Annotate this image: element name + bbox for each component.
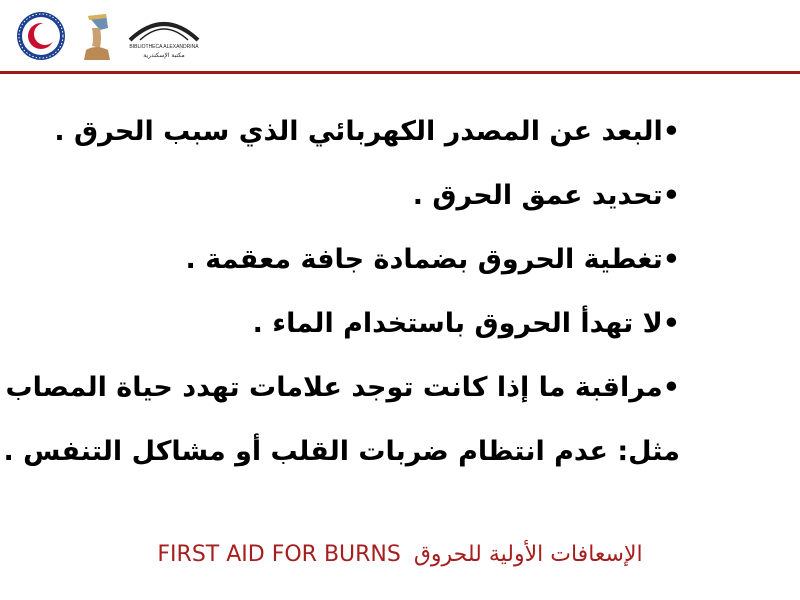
- footer-title-ar: الإسعافات الأولية للحروق: [413, 542, 643, 567]
- instruction-line: •مراقبة ما إذا كانت توجد علامات تهدد حياة المصاب: [5, 372, 680, 403]
- bibalex-logo-text-en: BIBLIOTHECA ALEXANDRINA: [129, 44, 199, 50]
- nefertiti-logo: [80, 10, 114, 62]
- logo-strip: [12, 10, 204, 62]
- instruction-line: •تغطية الحروق بضمادة جافة معقمة .: [185, 244, 680, 275]
- instruction-line: •لا تهدأ الحروق باستخدام الماء .: [252, 308, 680, 339]
- slide-header: [0, 0, 800, 72]
- instruction-line: مثل: عدم انتظام ضربات القلب أو مشاكل التنفس .: [3, 436, 680, 467]
- bibliotheca-alexandrina-logo: [124, 10, 204, 62]
- instruction-line: •البعد عن المصدر الكهربائي الذي سبب الحرق .: [54, 116, 680, 147]
- header-divider: [0, 71, 800, 74]
- footer-title-en: FIRST AID FOR BURNS: [157, 542, 401, 567]
- instruction-line: •تحديد عمق الحرق .: [412, 180, 680, 211]
- burns-instructions: [3, 100, 680, 484]
- slide-footer-title: [0, 542, 800, 567]
- red-crescent-logo: [12, 10, 70, 62]
- bibalex-logo-text-ar: مكتبة الإسكندرية: [143, 52, 185, 59]
